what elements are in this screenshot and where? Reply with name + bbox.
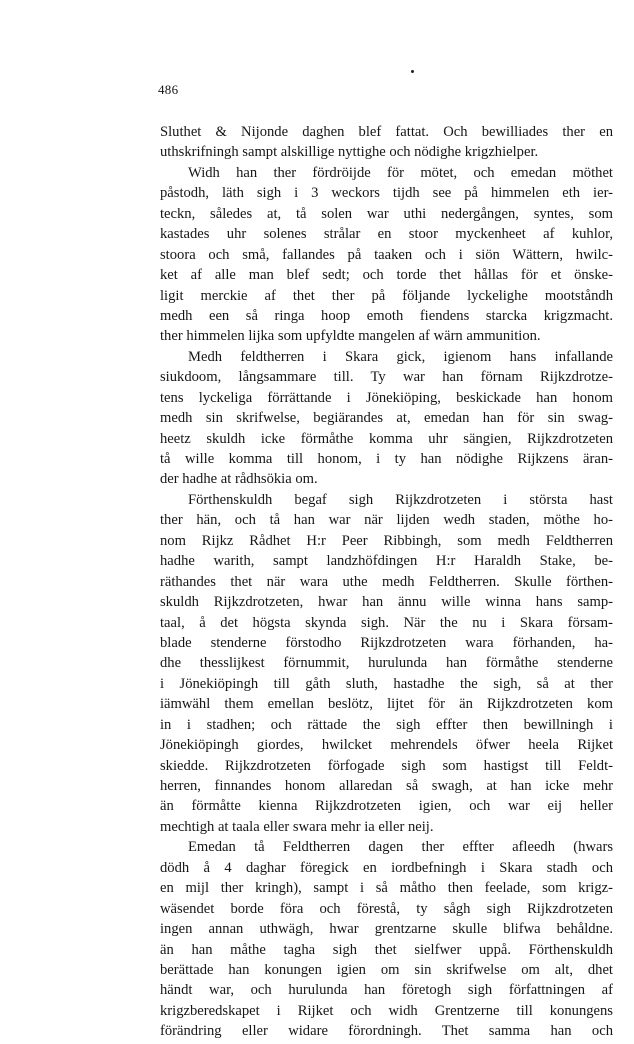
- text-line: ligit merckie af thet ther på följande lyckelighe mootståndh: [160, 287, 613, 304]
- text-line: tå wille komma till honom, i ty han nödighe Rijkzens äran-: [160, 451, 613, 467]
- text-line: der hadhe at rådhsökia om.: [160, 471, 318, 488]
- text-line: teckn, således at, tå solen war uthi nedergången, syntes, som: [160, 205, 613, 222]
- text-line: wäsendet borde föra och förestå, ty sågh sigh Rijkzdrotzeten: [160, 900, 613, 917]
- text-line: påstodh, läth sigh i 3 weckors tijdh see på himmelen eth ier-: [160, 185, 613, 202]
- text-line: dödh å 4 daghar föregick en iordbefningh i Skara stadh och: [160, 859, 613, 876]
- text-line: i Jönekiöpingh till gåth sluth, hastadhe the sigh, så at ther: [160, 675, 613, 692]
- text-line: krigzberedskapet i Rijket och widh Grentzerne till konungens: [160, 1002, 613, 1019]
- text-line: siukdoom, långsammare till. Ty war han förnam Rijkzdrotze-: [160, 369, 613, 386]
- text-line: ther hän, och tå han war när lijden wedh staden, möthe ho-: [160, 512, 613, 529]
- text-line: in i stadhen; och rättade the sigh effter then bewillningh i: [160, 716, 613, 733]
- text-line: Medh feldtherren i Skara gick, igienom hans infallande: [188, 348, 613, 365]
- text-line: en mijl ther kringh), sampt i så måtho then feelade, som krigz-: [160, 880, 613, 897]
- text-line: herren, finnandes honom allaredan så swagh, at han icke mehr: [160, 778, 613, 794]
- text-line: taal, å det högsta skynda sigh. När the nu i Skara försam-: [160, 614, 613, 631]
- text-line: hadhe warith, sampt landzhöfdingen H:r Haraldh Stake, be-: [160, 553, 613, 570]
- text-line: heetz skuldh icke förmåthe komma uhr sängien, Rijkzdrotzeten: [160, 430, 613, 447]
- text-line: medh sin skrifwelse, begiärandes at, emedan han för sin swag-: [160, 410, 613, 427]
- text-line: blade stenderne förstodho Rijkzdrotzeten wara förhanden, ha-: [160, 634, 613, 651]
- text-line: dhe thesslijkest förnummit, hurulunda han förmåthe stenderne: [160, 655, 613, 672]
- text-line: ket af alle man blef sedt; och torde thet hållas för et önske-: [160, 267, 613, 284]
- text-line: Sluthet & Nijonde daghen blef fattat. Och bewilliades ther en: [160, 124, 613, 140]
- page-number: 486: [158, 82, 179, 97]
- ink-speck: [411, 70, 414, 73]
- text-line: Emedan tå Feldtherren dagen ther effter afleedh (hwars: [188, 839, 613, 856]
- text-line: berättade han konungen igien om sin skrifwelse om alt, dhet: [160, 961, 613, 978]
- text-line: Widh han ther fördröijde för mötet, och emedan möthet: [188, 164, 613, 181]
- text-line: ingen annan uthwägh, hwar grentzarne skulle blifwa behåldne.: [160, 921, 613, 938]
- text-line: mechtigh at taala eller swara mehr ia eller neij.: [160, 818, 434, 835]
- text-line: räthandes thet när wara uthe medh Feldtherren. Skulle förthen-: [160, 573, 613, 590]
- text-line: medh een så ringa hoop emoth fiendens starcka krigzmacht.: [160, 307, 613, 324]
- text-line: stoora och små, fallandes på taaken och i siön Wättern, hwilc-: [160, 246, 613, 263]
- text-line: ther himmelen lijka som upfyldte mangelen af wärn ammunition.: [160, 328, 541, 345]
- text-line: Förthenskuldh begaf sigh Rijkzdrotzeten i största hast: [188, 491, 613, 508]
- text-line: skiedde. Rijkzdrotzeten förfogade sigh som hastigst till Feldt-: [160, 757, 613, 774]
- text-line: Jönekiöpingh giordes, hwilcket mehrendels öfwer heela Rijket: [160, 737, 613, 754]
- text-line: än förmåtte kienna Rijkzdrotzeten igien, och war eij heller: [160, 798, 613, 815]
- text-line: kastades uhr solenes strålar en stoor myckenheet af kuhlor,: [160, 226, 613, 243]
- text-line: förändring eller widare förordningh. Thet samma han och: [160, 1023, 613, 1040]
- text-line: tens lyckeliga förrättande i Jönekiöping, beskickade han honom: [160, 389, 613, 406]
- text-line: iämwähl them emellan beslötz, lijtet för än Rijkzdrotzeten kom: [160, 696, 613, 713]
- text-line: nom Rijkz Rådhet H:r Peer Ribbingh, som medh Feldtherren: [160, 532, 613, 549]
- text-line: skuldh Rijkzdrotzeten, hwar han ännu wille winna hans samp-: [160, 594, 613, 611]
- text-line: uthskrifningh sampt alskillige nyttighe och nödighe krigzhielper.: [160, 144, 539, 161]
- text-line: än han måthe tagha sigh thet sielfwer uppå. Förthenskuldh: [160, 941, 613, 958]
- text-line: händt war, och hurulunda han företogh sigh författningen af: [160, 982, 613, 999]
- body-text: [160, 122, 613, 1042]
